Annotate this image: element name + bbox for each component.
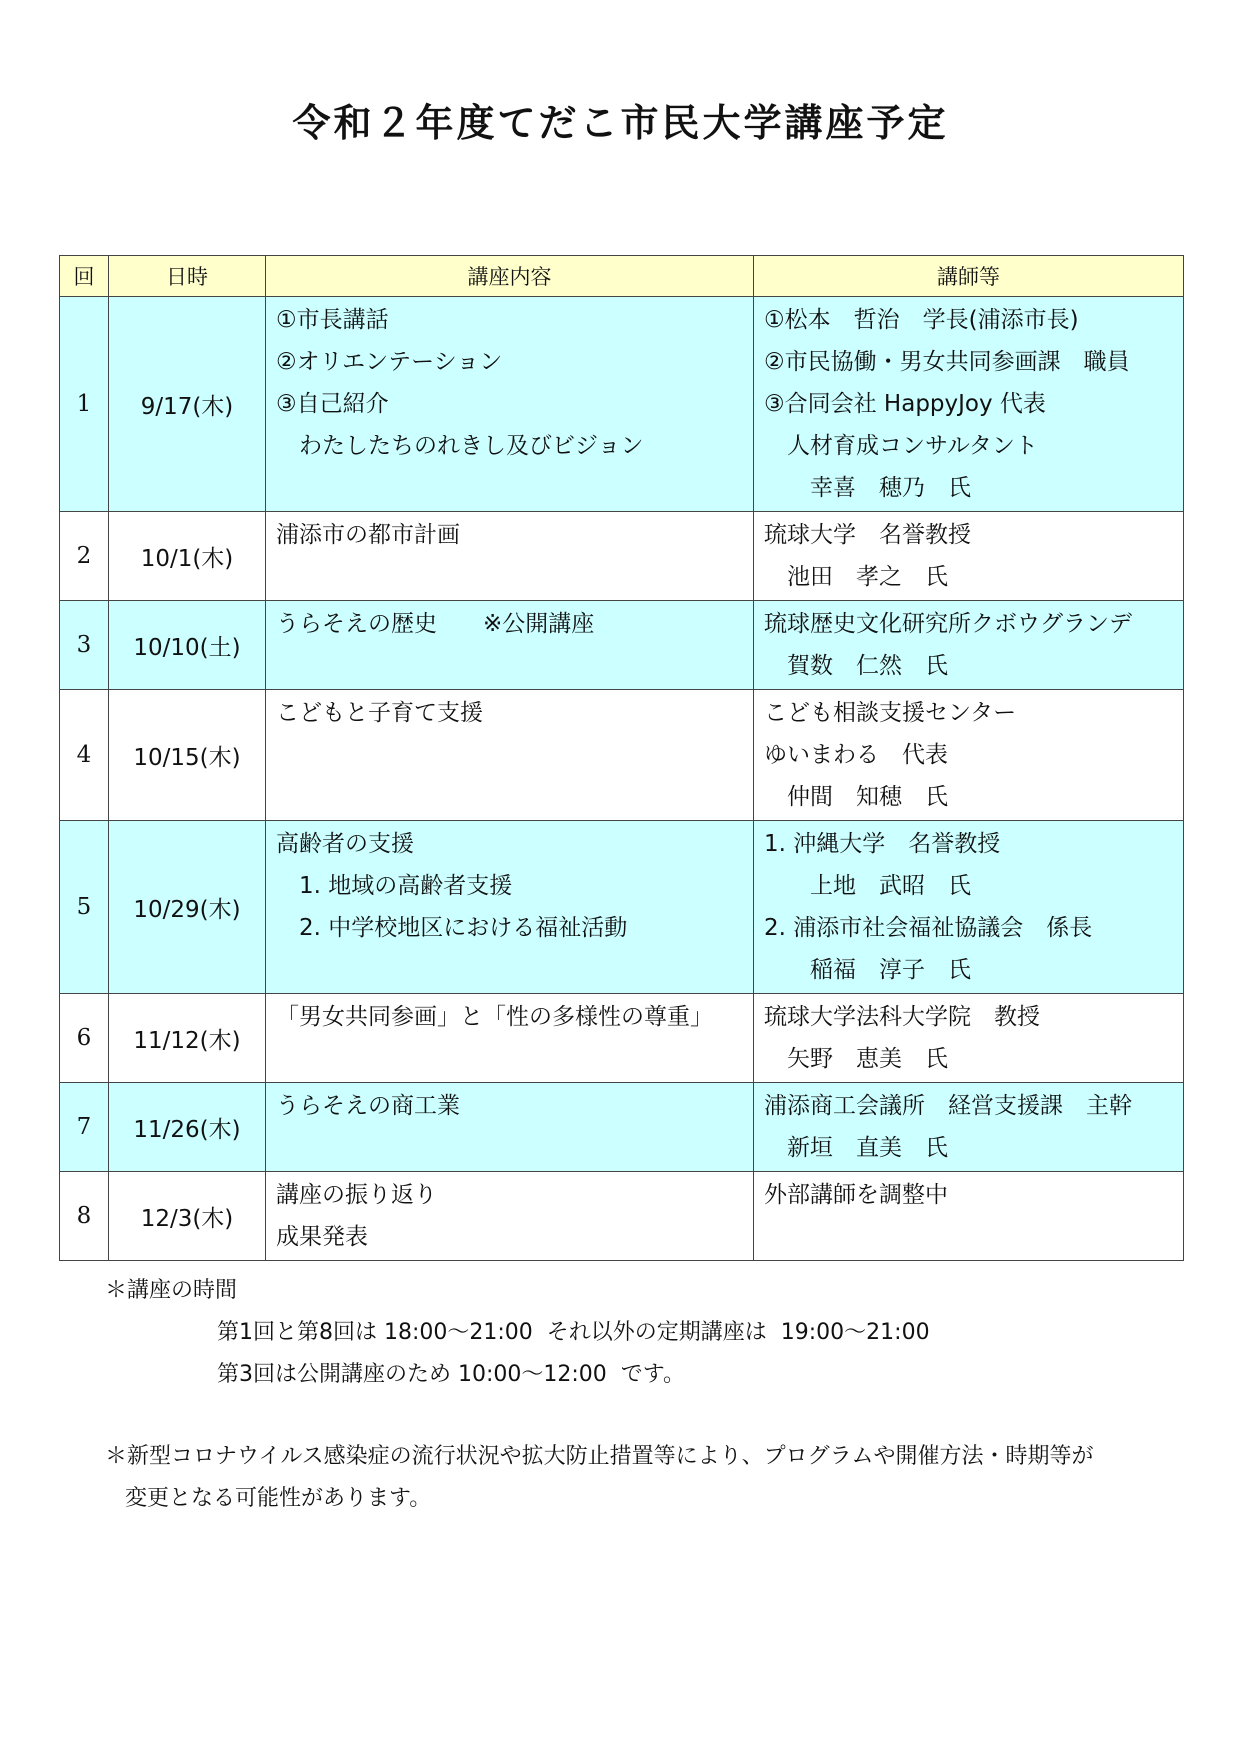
time-line-2: 第3回は公開講座のため 10:00～12:00 です。 [217, 1362, 686, 1387]
header-date: 日時 [109, 256, 266, 297]
lecturer-line: 池田 孝之 氏 [764, 564, 948, 590]
row-number: 6 [60, 994, 109, 1083]
row-content [266, 601, 754, 690]
lecturer-line: 浦添商工会議所 経営支援課 主幹 [764, 1093, 1132, 1119]
row-content [266, 821, 754, 994]
row-lecturer [754, 1172, 1184, 1261]
row-content [266, 297, 754, 512]
page-title: 令和２年度てだこ市民大学講座予定 [292, 101, 949, 145]
content-line: うらそえの商工業 [276, 1093, 460, 1119]
content-line: わたしたちのれきし及びビジョン [276, 433, 644, 459]
content-line: 浦添市の都市計画 [276, 522, 460, 548]
row-date: 11/12(木) [109, 994, 266, 1083]
lecturer-line: 幸喜 穂乃 氏 [764, 475, 971, 501]
lecturer-line: 新垣 直美 氏 [764, 1135, 948, 1161]
content-line: ②オリエンテーション [276, 349, 503, 375]
table-row [60, 1172, 1184, 1261]
row-number: 4 [60, 690, 109, 821]
time-line-1: 第1回と第8回は 18:00～21:00 それ以外の定期講座は 19:00～21:00 [217, 1320, 930, 1345]
row-lecturer [754, 297, 1184, 512]
content-line: ③自己紹介 [276, 391, 389, 417]
schedule-table [59, 255, 1184, 1261]
row-number: 5 [60, 821, 109, 994]
table-row [60, 690, 1184, 821]
row-lecturer [754, 512, 1184, 601]
lecturer-line: 上地 武昭 氏 [764, 873, 971, 899]
row-date: 9/17(木) [109, 297, 266, 512]
lecturer-line: ③合同会社 HappyJoy 代表 [764, 391, 1046, 417]
header-number: 回 [60, 256, 109, 297]
table-row [60, 1083, 1184, 1172]
row-number: 3 [60, 601, 109, 690]
row-date: 12/3(木) [109, 1172, 266, 1261]
row-content [266, 1083, 754, 1172]
row-number: 2 [60, 512, 109, 601]
row-content [266, 1172, 754, 1261]
table-row [60, 512, 1184, 601]
row-date: 10/1(木) [109, 512, 266, 601]
table-row [60, 297, 1184, 512]
lecturer-line: 琉球歴史文化研究所クボウグランデ [764, 611, 1132, 637]
content-line: ①市長講話 [276, 307, 389, 333]
row-number: 8 [60, 1172, 109, 1261]
row-number: 1 [60, 297, 109, 512]
lecturer-line: 仲間 知穂 氏 [764, 784, 948, 810]
row-lecturer [754, 994, 1184, 1083]
covid-note-line-1: ＊新型コロナウイルス感染症の流行状況や拡大防止措置等により、プログラムや開催方法・時期等が [105, 1444, 1094, 1469]
time-heading: ＊講座の時間 [105, 1278, 238, 1303]
lecturer-line: ゆいまわる 代表 [764, 742, 948, 768]
row-date: 10/29(木) [109, 821, 266, 994]
lecturer-line: ①松本 哲治 学長(浦添市長) [764, 307, 1079, 333]
content-line: こどもと子育て支援 [276, 700, 483, 726]
content-line: 1. 地域の高齢者支援 [276, 873, 513, 899]
row-content [266, 512, 754, 601]
lecturer-line: ②市民協働・男女共同参画課 職員 [764, 349, 1130, 375]
row-lecturer [754, 690, 1184, 821]
row-date: 10/15(木) [109, 690, 266, 821]
content-line: 講座の振り返り [276, 1182, 437, 1208]
table-row [60, 821, 1184, 994]
table-header-row [60, 256, 1184, 297]
lecturer-line: 1. 沖縄大学 名誉教授 [764, 831, 1001, 857]
row-date: 11/26(木) [109, 1083, 266, 1172]
lecturer-line: 人材育成コンサルタント [764, 433, 1038, 459]
row-content [266, 690, 754, 821]
lecturer-line: 矢野 恵美 氏 [764, 1046, 948, 1072]
content-line: 「男女共同参画」と「性の多様性の尊重」 [276, 1004, 713, 1030]
header-content: 講座内容 [266, 256, 754, 297]
row-lecturer [754, 821, 1184, 994]
table-row [60, 994, 1184, 1083]
row-number: 7 [60, 1083, 109, 1172]
lecturer-line: 外部講師を調整中 [764, 1182, 948, 1208]
table-row [60, 601, 1184, 690]
lecturer-line: 琉球大学 名誉教授 [764, 522, 971, 548]
content-line: 成果発表 [276, 1224, 368, 1250]
content-line: 高齢者の支援 [276, 831, 414, 857]
lecturer-line: 2. 浦添市社会福祉協議会 係長 [764, 915, 1093, 941]
row-date: 10/10(土) [109, 601, 266, 690]
lecturer-line: 琉球大学法科大学院 教授 [764, 1004, 1040, 1030]
notes-section [105, 1270, 1205, 1520]
header-lecturer: 講師等 [754, 256, 1184, 297]
table-body [60, 297, 1184, 1261]
lecturer-line: こども相談支援センター [764, 700, 1017, 726]
content-line: うらそえの歴史 ※公開講座 [276, 611, 595, 637]
content-line: 2. 中学校地区における福祉活動 [276, 915, 628, 941]
row-lecturer [754, 601, 1184, 690]
row-content [266, 994, 754, 1083]
lecturer-line: 賀数 仁然 氏 [764, 653, 948, 679]
row-lecturer [754, 1083, 1184, 1172]
lecturer-line: 稲福 淳子 氏 [764, 957, 971, 983]
covid-note-line-2: 変更となる可能性があります。 [125, 1486, 432, 1511]
